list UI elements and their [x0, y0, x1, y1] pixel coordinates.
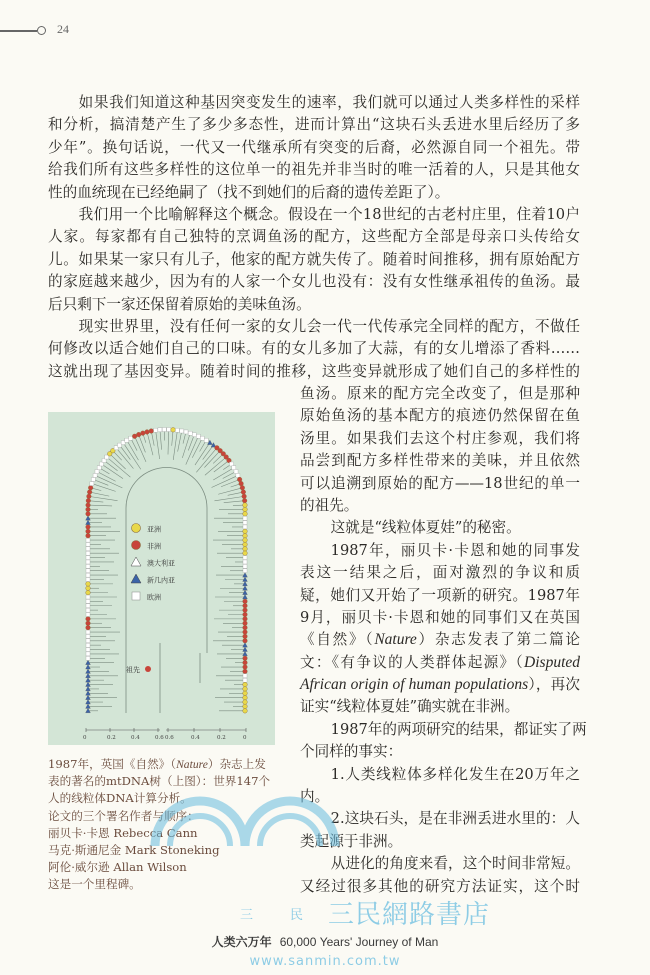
leaf-marker-europe: [158, 428, 162, 432]
text-line: 2.这块石头，是在非洲丢进水里的：人: [330, 810, 580, 828]
legend-label: 非洲: [147, 542, 161, 551]
leaf-marker-africa: [86, 625, 91, 630]
axis-tick-label: 0.2: [107, 735, 116, 741]
leaf-marker-europe: [175, 428, 179, 432]
text-line: 1.人类线粒体多样化发生在20万年之: [330, 765, 580, 783]
leaf-marker-europe: [204, 438, 208, 442]
leaf-marker-europe: [86, 595, 90, 599]
leaf-marker-europe: [243, 564, 247, 568]
text-line: 给我们所有这些多样性的这位单一的祖先并非当时的唯一活着的人，只是其他女: [48, 161, 580, 179]
leaf-marker-africa: [243, 599, 248, 604]
header-rule: [0, 30, 37, 32]
tree-branch: [160, 643, 200, 713]
leaf-marker-europe: [86, 652, 90, 656]
leaf-marker-asia: [243, 691, 248, 696]
leaf-marker-asia: [243, 704, 248, 709]
leaf-marker-africa: [86, 498, 91, 503]
text-line: 后只剩下一家还保留着原始的美味鱼汤。: [48, 295, 311, 313]
leaf-marker-africa: [242, 498, 247, 503]
running-footer: [0, 934, 650, 950]
footer-title-cn: 人类六万年: [211, 935, 272, 949]
text-line: 原始鱼汤的基本配方的痕迹仍然保留在鱼: [300, 407, 580, 425]
leaf-marker-asia: [86, 586, 91, 591]
root-label: 祖先: [126, 666, 140, 674]
leaf-marker-africa: [86, 503, 91, 508]
leaf-marker-africa: [243, 669, 248, 674]
legend-marker-newguinea: [131, 574, 141, 583]
legend-label: 欧洲: [147, 593, 161, 602]
leaf-marker-europe: [86, 634, 90, 638]
leaf-marker-europe: [154, 428, 158, 432]
tree-branch: [89, 496, 118, 500]
leaf-marker-europe: [86, 551, 90, 555]
leaf-marker-asia: [243, 709, 248, 714]
paragraph: [48, 204, 580, 316]
paragraph: [48, 92, 580, 204]
text-line: [300, 629, 580, 651]
leaf-marker-asia: [243, 533, 248, 538]
paragraph: [300, 517, 580, 539]
body-text-column: [300, 383, 587, 898]
leaf-marker-asia: [243, 700, 248, 705]
leaf-marker-europe: [90, 482, 94, 486]
root-marker: [145, 666, 151, 672]
body-text-full-width: [48, 92, 580, 383]
leaf-marker-africa: [237, 477, 242, 482]
leaf-marker-africa: [242, 494, 247, 499]
mtdna-tree-diagram: [48, 412, 275, 745]
leaf-marker-asia: [243, 538, 248, 543]
page-number: 24: [57, 22, 69, 36]
tree-branch: [214, 460, 229, 472]
axis-tick-label: 0.4: [131, 735, 140, 741]
leaf-marker-africa: [86, 525, 91, 530]
italic-text: Nature: [176, 758, 208, 771]
leaf-marker-africa: [239, 481, 244, 486]
legend-label: 澳大利亚: [147, 559, 175, 568]
text-line: 9月，丽贝卡·卡恩和她的同事们又在英国: [300, 608, 580, 626]
tree-branch: [97, 472, 116, 482]
leaf-marker-africa: [87, 494, 92, 499]
text-line: 如果我们知道这种基因突变发生的速率，我们就可以通过人类多样性的采样: [78, 94, 580, 111]
leaf-marker-asia: [243, 507, 248, 512]
leaf-marker-europe: [162, 428, 166, 432]
text-line: 疑，她们又开始了一项新的研究。1987年: [300, 586, 580, 604]
leaf-marker-asia: [243, 547, 248, 552]
tree-branch: [120, 445, 131, 459]
axis-tick-label: 0.4: [191, 735, 200, 741]
leaf-marker-europe: [95, 470, 99, 474]
text-line: 可以追溯到原始的配方——18世纪的单一: [300, 474, 580, 492]
tree-branch: [173, 430, 177, 460]
leaf-marker-africa: [149, 429, 154, 434]
leaf-marker-africa: [140, 431, 145, 436]
paragraph: [300, 764, 580, 809]
leaf-marker-europe: [86, 608, 90, 612]
leaf-marker-asia: [243, 529, 248, 534]
tree-branch: [123, 443, 141, 470]
leaf-marker-europe: [243, 560, 247, 564]
tree-branch: [156, 430, 160, 459]
leaf-marker-africa: [243, 656, 248, 661]
text-line: 1987年的两项研究的结果，都证实了两: [330, 720, 587, 738]
caption-line: [48, 756, 283, 773]
tree-branch: [192, 438, 202, 458]
leaf-marker-europe: [230, 462, 234, 466]
caption-line: 阿伦·威尔逊 Allan Wilson: [48, 860, 187, 875]
leaf-marker-europe: [86, 639, 90, 643]
leaf-marker-europe: [121, 441, 125, 445]
leaf-marker-europe: [86, 560, 90, 564]
leaf-marker-africa: [243, 603, 248, 608]
text-line: 儿。如果某一家只有儿子，他家的配方就失传了。随着时间推移，拥有原始配方: [48, 250, 580, 268]
legend-marker-europe: [132, 592, 140, 600]
leaf-marker-africa: [243, 634, 248, 639]
leaf-marker-africa: [243, 617, 248, 622]
figure-caption: [48, 756, 283, 894]
tree-branch: [178, 431, 182, 452]
footer-title-en: 60,000 Years' Journey of Man: [279, 935, 439, 949]
caption-line: 论文的三个署名作者与顺序：: [48, 808, 199, 823]
tree-branch: [107, 457, 131, 477]
tree-branch: [203, 445, 214, 459]
axis-tick-label: 0.2: [217, 735, 226, 741]
tree-branch: [196, 448, 217, 473]
leaf-marker-asia: [243, 682, 248, 687]
text-line: [300, 674, 580, 696]
leaf-marker-africa: [87, 490, 92, 495]
text-line: 汤里。如果我们去这个村庄参观，我们将: [300, 429, 580, 447]
text-line: 类起源于非洲。: [300, 832, 403, 850]
leaf-marker-africa: [243, 621, 248, 626]
leaf-marker-europe: [129, 436, 133, 440]
tree-branch: [214, 496, 244, 500]
caption-line: 丽贝卡·卡恩 Rebecca Cann: [48, 825, 198, 840]
leaf-marker-europe: [86, 604, 90, 608]
legend-label: 新几内亚: [147, 576, 175, 585]
text-line: 个同样的事实：: [300, 743, 403, 761]
leaf-marker-europe: [118, 443, 122, 447]
leaf-marker-europe: [243, 569, 247, 573]
leaf-marker-europe: [93, 473, 97, 477]
text-segment: ）杂志上发: [207, 757, 266, 771]
leaf-marker-europe: [86, 556, 90, 560]
leaf-marker-europe: [86, 648, 90, 652]
leaf-marker-africa: [86, 617, 91, 622]
leaf-marker-europe: [243, 678, 247, 682]
text-line: 又经过很多其他的研究方法证实，这个时: [300, 877, 580, 895]
paragraph: [300, 383, 580, 517]
leaf-marker-africa: [243, 612, 248, 617]
leaf-marker-africa: [86, 621, 91, 626]
caption-line: 这是一个里程碑。: [48, 877, 141, 892]
leaf-marker-europe: [86, 538, 90, 542]
italic-text: Nature: [374, 631, 417, 649]
leaf-marker-europe: [86, 564, 90, 568]
legend-marker-asia: [132, 524, 141, 533]
italic-text: Disputed: [524, 653, 580, 671]
caption-line: 马克·斯通尼金 Mark Stoneking: [48, 843, 220, 858]
text-line: 现实世界里，没有任何一家的女儿会一代一代传承完全同样的配方，不做任: [78, 317, 580, 335]
axis-tick-label: 0.6: [165, 735, 174, 741]
tree-branch: [182, 433, 190, 458]
leaf-marker-asia: [243, 687, 248, 692]
leaf-marker-europe: [243, 516, 247, 520]
leaf-marker-europe: [200, 436, 204, 440]
leaf-marker-europe: [234, 470, 238, 474]
leaf-marker-europe: [196, 434, 200, 438]
text-line: 的祖先。: [300, 496, 359, 514]
leaf-marker-africa: [86, 529, 91, 534]
leaf-marker-africa: [243, 625, 248, 630]
leaf-marker-europe: [243, 525, 247, 529]
leaf-marker-europe: [86, 599, 90, 603]
leaf-marker-europe: [86, 542, 90, 546]
tree-branch: [92, 484, 116, 492]
leaf-marker-africa: [243, 660, 248, 665]
axis-tick-label: 0: [83, 735, 87, 741]
text-line: 表这一结果之后，面对激烈的争议和质: [300, 564, 580, 582]
leaf-marker-africa: [88, 485, 93, 490]
header-circle-ornament: [37, 26, 46, 35]
text-line: 何修改以适合她们自己的口味。有的女儿多加了大蒜，有的女儿增添了香料……: [48, 340, 580, 358]
leaf-marker-africa: [241, 490, 246, 495]
legend-marker-africa: [132, 541, 141, 550]
leaf-marker-europe: [86, 643, 90, 647]
tree-branch: [221, 479, 240, 486]
leaf-marker-africa: [145, 430, 150, 435]
leaf-marker-asia: [243, 512, 248, 517]
leaf-marker-africa: [240, 485, 245, 490]
watermark-logo-char: 民: [290, 908, 304, 923]
leaf-marker-europe: [86, 577, 90, 581]
legend-marker-australia: [131, 557, 141, 566]
text-line: 证实“线粒体夏娃”确实就在非洲。: [300, 698, 520, 716]
leaf-marker-europe: [184, 430, 188, 434]
tree-branch: [168, 430, 169, 455]
legend-label: 亚洲: [147, 525, 161, 534]
leaf-marker-europe: [99, 462, 103, 466]
tree-branch: [116, 448, 133, 469]
tree-branch: [224, 501, 245, 503]
leaf-marker-europe: [243, 674, 247, 678]
leaf-marker-europe: [86, 573, 90, 577]
text-line: 少年”。换句话说，一代又一代继承所有突变的后裔，必然源自同一个祖先。带: [48, 138, 580, 156]
leaf-marker-europe: [86, 656, 90, 660]
text-line: 内。: [300, 788, 330, 806]
leaf-marker-asia: [243, 695, 248, 700]
leaf-marker-africa: [243, 608, 248, 613]
paragraph: [300, 540, 580, 719]
leaf-marker-asia: [86, 590, 91, 595]
leaf-marker-europe: [167, 428, 171, 432]
leaf-marker-europe: [232, 466, 236, 470]
leaf-marker-europe: [188, 431, 192, 435]
leaf-marker-asia: [86, 582, 91, 587]
text-line: 1987年，丽贝卡·卡恩和她的同事发: [330, 541, 580, 559]
tree-trunk: [126, 468, 207, 714]
tree-branch: [160, 430, 162, 450]
leaf-marker-europe: [236, 473, 240, 477]
text-segment: 1987年，英国《自然》（: [48, 757, 177, 771]
axis-tick-label: 0: [243, 735, 247, 741]
leaf-marker-europe: [86, 613, 90, 617]
text-segment: 《自然》（: [300, 631, 375, 649]
text-line: 品尝到配方多样性带来的美味，并且依然: [300, 452, 580, 470]
text-line: 和分析，搞清楚产生了多少多态性，进而计算出“这块石头丢进水里后经历了多: [48, 116, 580, 134]
watermark-logo-char: 三: [240, 908, 254, 923]
leaf-marker-africa: [86, 512, 91, 517]
watermark-store-name: 三民網路書店: [328, 900, 491, 930]
leaf-marker-europe: [243, 521, 247, 525]
tree-branch: [205, 457, 226, 475]
tree-branch: [90, 492, 110, 496]
paragraph: [300, 719, 587, 764]
leaf-marker-europe: [86, 630, 90, 634]
text-line: 性的血统现在已经绝嗣了（找不到她们的后裔的遗传差距了）。: [48, 183, 450, 201]
leaf-marker-asia: [243, 503, 248, 508]
leaf-marker-africa: [86, 507, 91, 512]
leaf-marker-africa: [86, 533, 91, 538]
paragraph: [48, 316, 580, 383]
leaf-marker-europe: [86, 547, 90, 551]
paragraph: [300, 853, 580, 898]
leaf-marker-europe: [192, 433, 196, 437]
leaf-marker-europe: [86, 569, 90, 573]
leaf-marker-africa: [136, 432, 141, 437]
paragraph: [300, 808, 580, 853]
leaf-marker-asia: [243, 542, 248, 547]
leaf-marker-asia: [243, 551, 248, 556]
text-line: 我们用一个比喻解释这个概念。假设在一个18世纪的古老村庄里，住着10户: [78, 205, 580, 223]
text-line: 鱼汤。原来的配方完全改变了，但是那种: [300, 385, 580, 402]
leaf-marker-africa: [243, 630, 248, 635]
leaf-marker-europe: [180, 429, 184, 433]
text-line: 这就是“线粒体夏娃”的秘密。: [330, 519, 521, 537]
tree-branch: [88, 505, 112, 506]
mtdna-tree-figure: [48, 412, 275, 745]
text-segment: ）杂志发表了第二篇论: [416, 631, 580, 649]
leaf-marker-europe: [97, 466, 101, 470]
text-line: 这就出现了基因变异。随着时间的推移，这些变异就形成了她们自己的多样性的: [48, 362, 580, 380]
italic-text: African origin of human populations: [300, 676, 529, 694]
watermark-url: www.sanmin.com.tw: [249, 954, 401, 969]
text-line: 从进化的角度来看，这个时间非常短。: [330, 855, 580, 873]
caption-line: 人的线粒体DNA计算分析。: [48, 791, 192, 806]
leaf-marker-asia: [171, 427, 176, 432]
leaf-marker-europe: [243, 556, 247, 560]
text-line: 人家。每家都有自己独特的烹调鱼汤的配方，这些配方全部是母亲口头传给女: [48, 228, 580, 246]
leaf-marker-africa: [243, 665, 248, 670]
tree-branch: [195, 443, 210, 466]
text-line: [300, 652, 580, 674]
caption-line: 表的著名的mtDNA树（上图）：世界147个: [48, 774, 271, 789]
text-segment: 文：《有争议的人类群体起源》（: [300, 653, 525, 671]
text-line: 的家庭越来越少，因为有的人家一个女儿也没有：没有女性继承祖传的鱼汤。最: [48, 273, 580, 291]
axis-tick-label: 0.6: [155, 735, 164, 741]
leaf-marker-europe: [91, 477, 95, 481]
leaf-marker-europe: [125, 438, 129, 442]
text-segment: ），再次: [528, 676, 581, 694]
